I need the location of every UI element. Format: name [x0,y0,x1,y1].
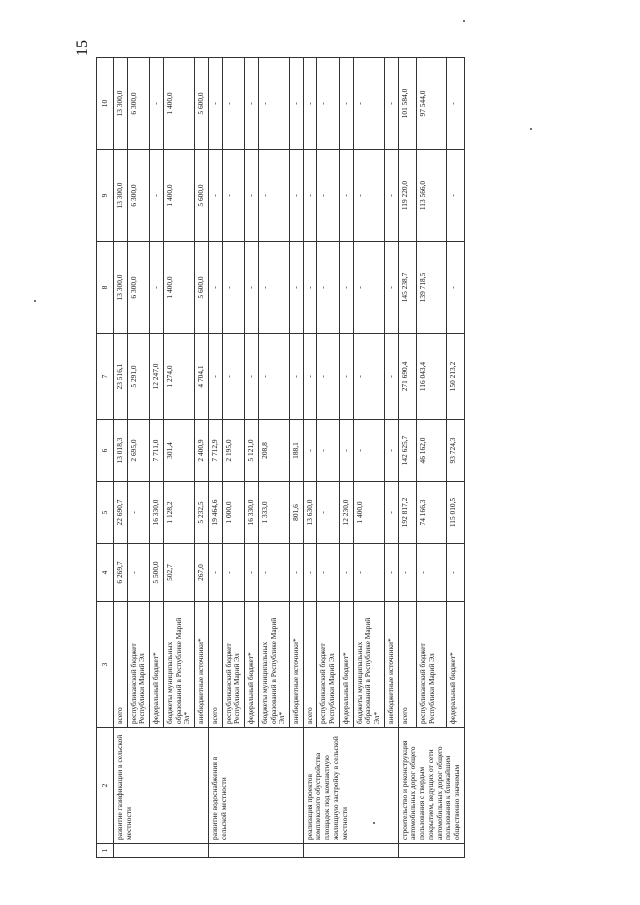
value-cell: - [384,482,398,544]
value-cell: 19 464,6 [208,482,222,544]
value-cell: 7 712,9 [208,420,222,482]
value-cell: - [303,334,317,420]
scan-speck [530,128,532,130]
value-cell: - [258,334,289,420]
value-cell: - [446,150,464,242]
value-cell: 139 718,5 [416,242,446,334]
table-row [208,58,222,858]
header-row [97,58,114,858]
value-cell: - [446,544,464,602]
value-cell: - [245,334,259,420]
value-cell: - [208,334,222,420]
value-cell: - [258,58,289,150]
value-cell: 1 274,0 [163,334,194,420]
value-cell: - [353,544,384,602]
value-cell: - [127,482,149,544]
funding-source: всего [208,602,222,728]
funding-source: республиканский бюджет Республики Марий Эл [317,602,339,728]
value-cell: 267,0 [195,544,209,602]
rotated-table-container [96,58,526,858]
value-cell: - [290,544,304,602]
column-header: 8 [97,242,114,334]
value-cell: - [416,544,446,602]
value-cell: 1 400,0 [353,482,384,544]
blank-cell [114,844,209,858]
value-cell: - [150,242,164,334]
value-cell: - [384,420,398,482]
value-cell: - [245,242,259,334]
value-cell: - [384,544,398,602]
budget-table [96,57,465,858]
value-cell: 116 043,4 [416,334,446,420]
section-name: реализация проектов комплексного обустройства площадок под компактную жилищную застройку в сельской местности [303,728,398,844]
value-cell: 5 121,0 [245,420,259,482]
value-cell: 5 232,5 [195,482,209,544]
column-header: 7 [97,334,114,420]
value-cell: - [208,150,222,242]
value-cell: 1 400,0 [163,58,194,150]
funding-source: всего [303,602,317,728]
value-cell: 119 220,0 [398,150,416,242]
value-cell: - [353,420,384,482]
value-cell: - [222,58,244,150]
blank-cell [303,844,398,858]
funding-source: внебюджетные источники* [384,602,398,728]
value-cell: 5 600,0 [195,58,209,150]
value-cell: - [353,334,384,420]
value-cell: - [303,242,317,334]
value-cell: 6 300,0 [127,58,149,150]
value-cell: - [317,150,339,242]
value-cell: - [290,58,304,150]
value-cell: 13 630,0 [303,482,317,544]
value-cell: 97 544,0 [416,58,446,150]
value-cell: 93 724,3 [446,420,464,482]
value-cell: - [208,544,222,602]
value-cell: 502,7 [163,544,194,602]
value-cell: 113 566,0 [416,150,446,242]
value-cell: 1 400,0 [163,150,194,242]
value-cell: 208,8 [258,420,289,482]
funding-source: бюджеты муниципальных образований в Республике Марий Эл* [353,602,384,728]
value-cell: - [446,58,464,150]
column-header: 4 [97,544,114,602]
section-name: строительство и реконструкция автомобильных дорог общего пользования с твердым покрытием, ведущих от сети автомобильных дорог общего пользования к ближайшим общественно значимым [398,728,464,844]
value-cell: - [339,242,353,334]
column-header: 9 [97,150,114,242]
value-cell: - [258,544,289,602]
value-cell: 16 330,0 [245,482,259,544]
value-cell: - [258,150,289,242]
value-cell: 115 010,5 [446,482,464,544]
value-cell: - [150,150,164,242]
value-cell: - [222,334,244,420]
value-cell: - [446,242,464,334]
value-cell: 2 695,0 [127,420,149,482]
value-cell: 4 704,1 [195,334,209,420]
value-cell: 2 400,9 [195,420,209,482]
value-cell: - [317,482,339,544]
funding-source: всего [398,602,416,728]
value-cell: - [222,544,244,602]
value-cell: 188,1 [290,420,304,482]
value-cell: 13 300,0 [114,150,128,242]
value-cell: - [258,242,289,334]
value-cell: 13 018,3 [114,420,128,482]
value-cell: 22 690,7 [114,482,128,544]
value-cell: - [384,242,398,334]
column-header: 3 [97,602,114,728]
value-cell: 12 247,0 [150,334,164,420]
value-cell: 101 584,0 [398,58,416,150]
value-cell: 6 300,0 [127,242,149,334]
scan-speck [34,300,36,302]
value-cell: 46 162,0 [416,420,446,482]
table-row [303,58,317,858]
value-cell: - [303,544,317,602]
value-cell: - [303,420,317,482]
value-cell: - [290,334,304,420]
value-cell: 16 330,0 [150,482,164,544]
blank-cell [398,844,464,858]
value-cell: - [339,544,353,602]
section-name: развитие водоснабжения в сельской местности [208,728,303,844]
value-cell: - [317,420,339,482]
funding-source: республиканский бюджет Республики Марий Эл [127,602,149,728]
funding-source: бюджеты муниципальных образований в Республике Марий Эл* [258,602,289,728]
value-cell: 5 291,0 [127,334,149,420]
value-cell: 150 213,2 [446,334,464,420]
value-cell: 1 400,0 [163,242,194,334]
funding-source: федеральный бюджет* [446,602,464,728]
value-cell: 6 269,7 [114,544,128,602]
funding-source: бюджеты муниципальных образований в Республике Марий Эл* [163,602,194,728]
section-name: развитие газификации в сельской местности [114,728,209,844]
value-cell: - [317,544,339,602]
funding-source: внебюджетные источники* [195,602,209,728]
value-cell: - [384,150,398,242]
scan-speck [373,822,375,824]
column-header: 5 [97,482,114,544]
value-cell: 23 516,1 [114,334,128,420]
scan-speck [463,20,465,22]
funding-source: внебюджетные источники* [290,602,304,728]
funding-source: республиканский бюджет Республики Марий Эл [416,602,446,728]
value-cell: - [353,58,384,150]
value-cell: 74 166,3 [416,482,446,544]
value-cell: - [208,242,222,334]
value-cell: 145 238,7 [398,242,416,334]
value-cell: - [339,420,353,482]
column-header: 6 [97,420,114,482]
table-row [114,58,128,858]
value-cell: 6 300,0 [127,150,149,242]
value-cell: 13 300,0 [114,58,128,150]
value-cell: - [339,334,353,420]
value-cell: 142 625,7 [398,420,416,482]
value-cell: - [339,150,353,242]
value-cell: - [208,58,222,150]
value-cell: - [222,150,244,242]
value-cell: - [290,242,304,334]
value-cell: - [384,334,398,420]
value-cell: - [150,58,164,150]
blank-cell [208,844,303,858]
value-cell: - [127,544,149,602]
value-cell: - [398,544,416,602]
page-number: 15 [74,40,91,56]
value-cell: 5 600,0 [195,242,209,334]
value-cell: 801,6 [290,482,304,544]
funding-source: федеральный бюджет* [339,602,353,728]
value-cell: 13 300,0 [114,242,128,334]
value-cell: - [353,242,384,334]
funding-source: республиканский бюджет Республики Марий Эл [222,602,244,728]
value-cell: - [317,58,339,150]
value-cell: - [245,58,259,150]
value-cell: 12 230,0 [339,482,353,544]
value-cell: - [339,58,353,150]
value-cell: - [222,242,244,334]
table-row [398,58,416,858]
value-cell: 1 000,0 [222,482,244,544]
value-cell: - [245,544,259,602]
value-cell: - [353,150,384,242]
value-cell: 5 600,0 [195,150,209,242]
value-cell: - [317,334,339,420]
value-cell: - [245,150,259,242]
value-cell: - [384,58,398,150]
value-cell: 7 711,0 [150,420,164,482]
value-cell: - [303,150,317,242]
value-cell: 192 817,2 [398,482,416,544]
value-cell: 2 195,0 [222,420,244,482]
value-cell: 301,4 [163,420,194,482]
value-cell: 1 128,2 [163,482,194,544]
value-cell: 5 500,0 [150,544,164,602]
column-header: 10 [97,58,114,150]
funding-source: федеральный бюджет* [150,602,164,728]
value-cell: 1 333,0 [258,482,289,544]
funding-source: всего [114,602,128,728]
value-cell: - [317,242,339,334]
value-cell: 271 690,4 [398,334,416,420]
funding-source: федеральный бюджет* [245,602,259,728]
value-cell: - [303,58,317,150]
column-header: 1 [97,844,114,858]
column-header: 2 [97,728,114,844]
value-cell: - [290,150,304,242]
